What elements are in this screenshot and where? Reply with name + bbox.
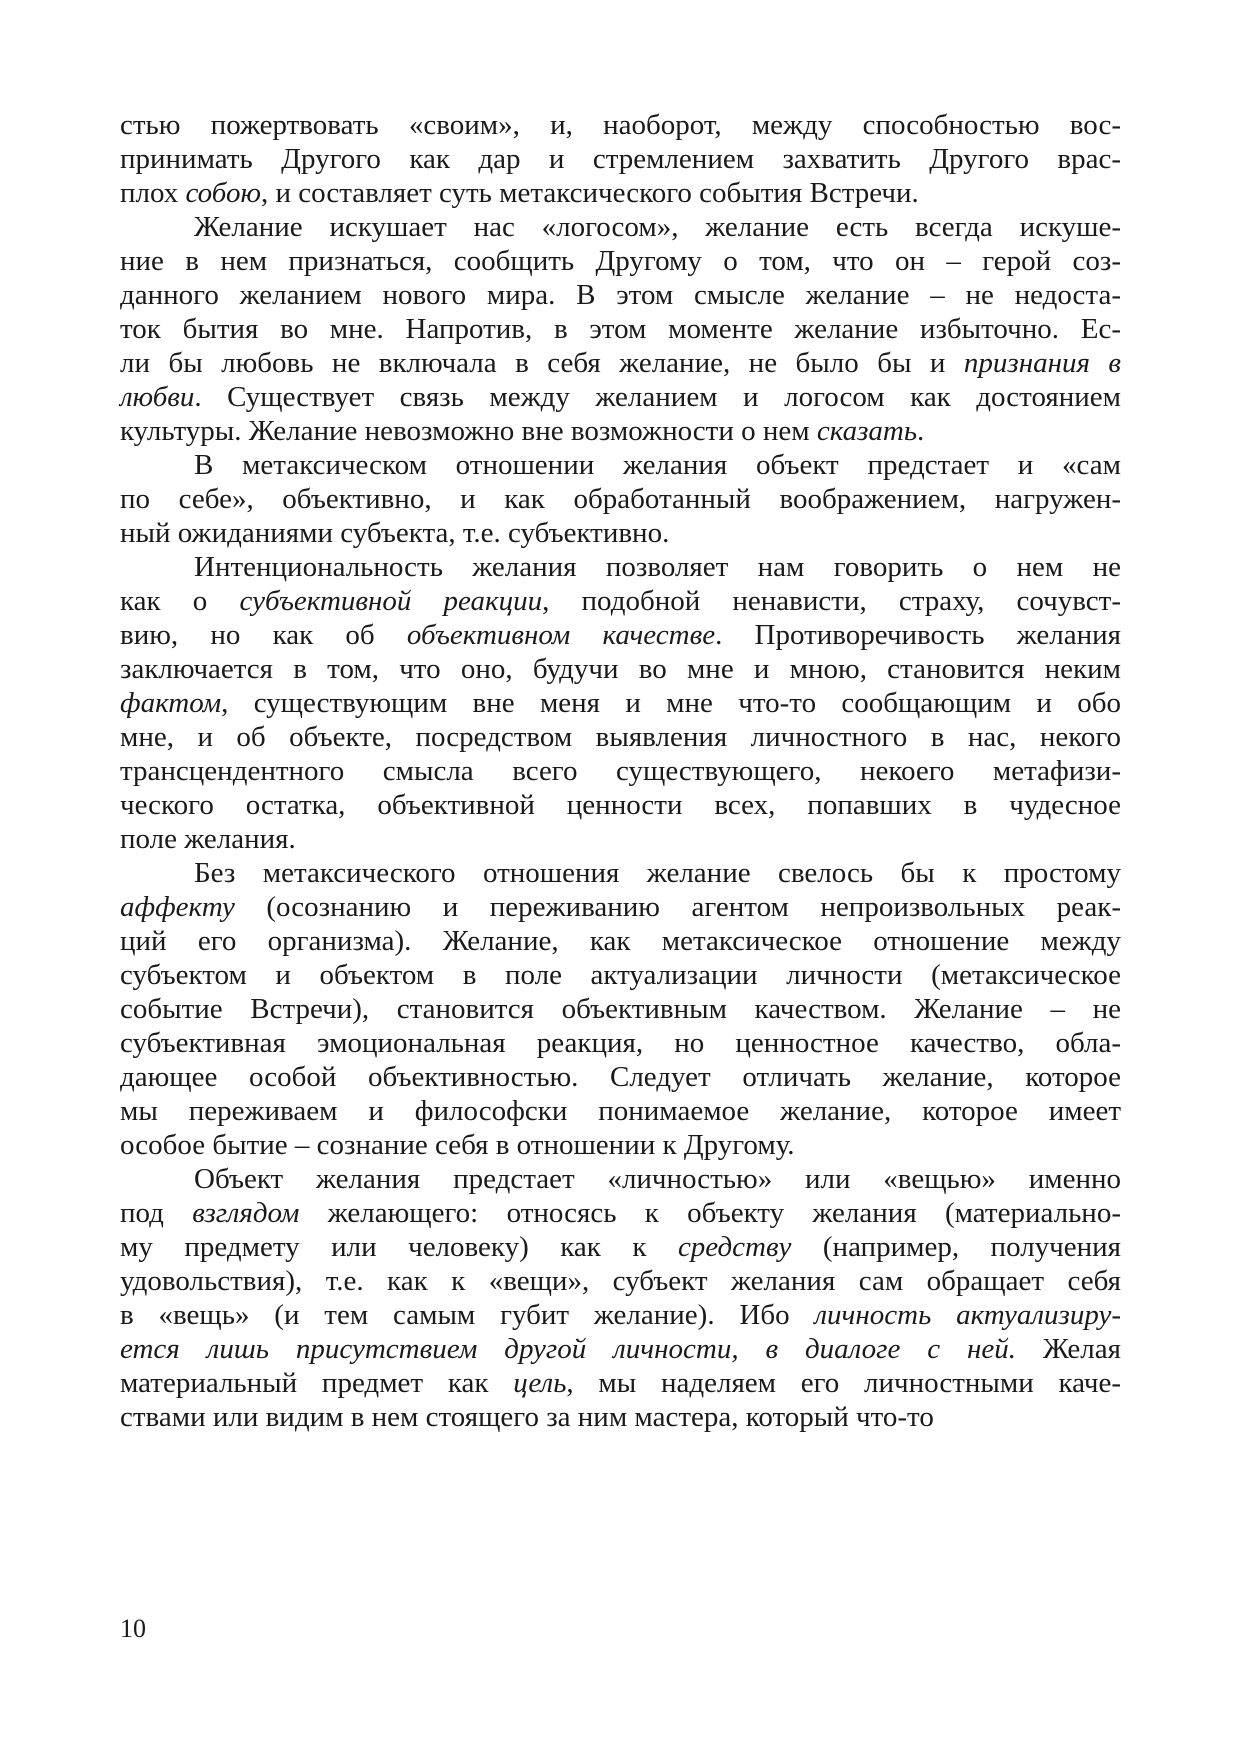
text-line [120, 1298, 1121, 1332]
text-line [120, 482, 1121, 516]
text-line [120, 1060, 1121, 1094]
text-run: ческого остатка, объективной ценности всех, попавших в чудесное [120, 789, 1121, 821]
text-run: заключается в том, что оно, будучи во мне и мною, становится неким [120, 653, 1121, 685]
text-line [120, 652, 1121, 686]
text-line [120, 1230, 1121, 1264]
text-run: Желая [1016, 1333, 1121, 1365]
text-line [120, 924, 1121, 958]
text-run: , подобной ненависти, страху, сочувст- [542, 585, 1121, 617]
text-run: плох [120, 177, 186, 209]
text-run: мы переживаем и философски понимаемое желание, которое имеет [120, 1095, 1121, 1127]
italic-text: цель [513, 1367, 567, 1399]
text-line [120, 992, 1121, 1026]
paragraph [120, 550, 1121, 856]
text-line [120, 618, 1121, 652]
text-run: ций его организма). Желание, как метаксическое отношение между [120, 925, 1121, 957]
text-run: материальный предмет как [120, 1367, 514, 1399]
text-run: (например, получения [791, 1231, 1122, 1263]
text-line [120, 414, 1121, 448]
italic-text: личность актуализиру- [814, 1299, 1121, 1331]
text-line [120, 550, 1121, 584]
text-run: желающего: относясь к объекту желания (материально- [299, 1197, 1121, 1229]
text-line [120, 720, 1121, 754]
text-line [120, 278, 1121, 312]
text-line [120, 448, 1121, 482]
text-run: мне, и об объекте, посредством выявления личностного в нас, некого [120, 721, 1121, 753]
text-run: ние в нем признаться, сообщить Другому о том, что он – герой соз- [120, 245, 1121, 277]
text-line [120, 210, 1121, 244]
italic-text: средству [677, 1231, 792, 1263]
text-line [120, 244, 1121, 278]
text-run: . Существует связь между желанием и логосом как достоянием [194, 381, 1121, 413]
text-run: в «вещь» (и тем самым губит желание). Ибо [120, 1299, 815, 1331]
text-run: , существующим вне меня и мне что-то сообщающим и обо [221, 687, 1121, 719]
text-run: , и составляет суть метаксического события Встречи. [260, 177, 919, 209]
text-run: ли бы любовь не включала в себя желание, не было бы и [120, 347, 964, 379]
text-line [120, 958, 1121, 992]
text-run: удовольствия), т.е. как к «вещи», субъект желания сам обращает себя [120, 1265, 1121, 1297]
italic-text: признания в [963, 347, 1122, 379]
text-line [120, 1162, 1121, 1196]
page-number: 10 [120, 1614, 146, 1643]
text-line [120, 856, 1121, 890]
text-line [120, 1366, 1121, 1400]
paragraph [120, 210, 1121, 448]
text-line [120, 788, 1121, 822]
text-line [120, 108, 1121, 142]
text-run: под [120, 1197, 193, 1229]
italic-text: ется лишь присутствием другой личности, в диалоге с ней. [120, 1333, 1017, 1365]
text-line [120, 346, 1121, 380]
text-run: вию, но как об [120, 619, 407, 651]
text-run: ствами или видим в нем стоящего за ним мастера, который что-то [120, 1401, 934, 1433]
text-run: по себе», объективно, и как обработанный воображением, нагружен- [120, 483, 1121, 515]
text-line [120, 516, 1121, 550]
paragraph [120, 856, 1121, 1162]
text-line [120, 312, 1121, 346]
text-run: культуры. Желание невозможно вне возможности о нем [120, 415, 817, 447]
text-line [120, 890, 1121, 924]
text-run: особое бытие – сознание себя в отношении к Другому. [120, 1129, 795, 1161]
paragraph [120, 1162, 1121, 1434]
paragraph [120, 448, 1121, 550]
italic-text: фактом [120, 687, 222, 719]
text-run: ный ожиданиями субъекта, т.е. субъективно. [120, 517, 670, 549]
page-body [120, 108, 1121, 1434]
text-run: . Противоречивость желания [715, 619, 1121, 651]
text-line [120, 176, 1121, 210]
text-run: В метаксическом отношении желания объект предстает и «сам [194, 449, 1121, 481]
text-run: стью пожертвовать «своим», и, наоборот, между способностью вос- [120, 109, 1121, 141]
italic-text: любви [120, 381, 195, 413]
text-line [120, 380, 1121, 414]
text-run: трансцендентного смысла всего существующего, некоего метафизи- [120, 755, 1121, 787]
text-run: (осознанию и переживанию агентом непроизвольных реак- [234, 891, 1121, 923]
text-run: поле желания. [120, 823, 296, 855]
text-run: Без метаксического отношения желание свелось бы к простому [194, 857, 1121, 889]
italic-text: сказать [816, 415, 918, 447]
text-run: Объект желания предстает «личностью» или «вещью» именно [194, 1163, 1121, 1195]
italic-text: взглядом [192, 1197, 300, 1229]
text-run: ток бытия во мне. Напротив, в этом моменте желание избыточно. Ес- [120, 313, 1121, 345]
italic-text: объективном качестве [406, 619, 716, 651]
text-run: событие Встречи), становится объективным качеством. Желание – не [120, 993, 1121, 1025]
italic-text: собою [185, 177, 261, 209]
text-line [120, 686, 1121, 720]
text-run: му предмету или человеку) как к [120, 1231, 678, 1263]
text-run: субъектом и объектом в поле актуализации личности (метаксическое [120, 959, 1121, 991]
text-line [120, 584, 1121, 618]
text-line [120, 1196, 1121, 1230]
text-line [120, 1128, 1121, 1162]
text-run: принимать Другого как дар и стремлением захватить Другого врас- [120, 143, 1121, 175]
text-run: как о [120, 585, 240, 617]
italic-text: субъективной реакции [239, 585, 543, 617]
text-line [120, 822, 1121, 856]
text-run: , мы наделяем его личностными каче- [566, 1367, 1121, 1399]
text-run: данного желанием нового мира. В этом смысле желание – не недоста- [120, 279, 1121, 311]
text-line [120, 1400, 1121, 1434]
text-line [120, 142, 1121, 176]
text-run: субъективная эмоциональная реакция, но ценностное качество, обла- [120, 1027, 1121, 1059]
text-run: Интенциональность желания позволяет нам говорить о нем не [194, 551, 1121, 583]
text-run: Желание искушает нас «логосом», желание есть всегда искуше- [194, 211, 1121, 243]
text-line [120, 1332, 1121, 1366]
text-run: . [917, 415, 925, 447]
text-line [120, 1026, 1121, 1060]
text-line [120, 754, 1121, 788]
text-line [120, 1094, 1121, 1128]
italic-text: аффекту [120, 891, 235, 923]
paragraph [120, 108, 1121, 210]
text-line [120, 1264, 1121, 1298]
text-run: дающее особой объективностью. Следует отличать желание, которое [120, 1061, 1121, 1093]
